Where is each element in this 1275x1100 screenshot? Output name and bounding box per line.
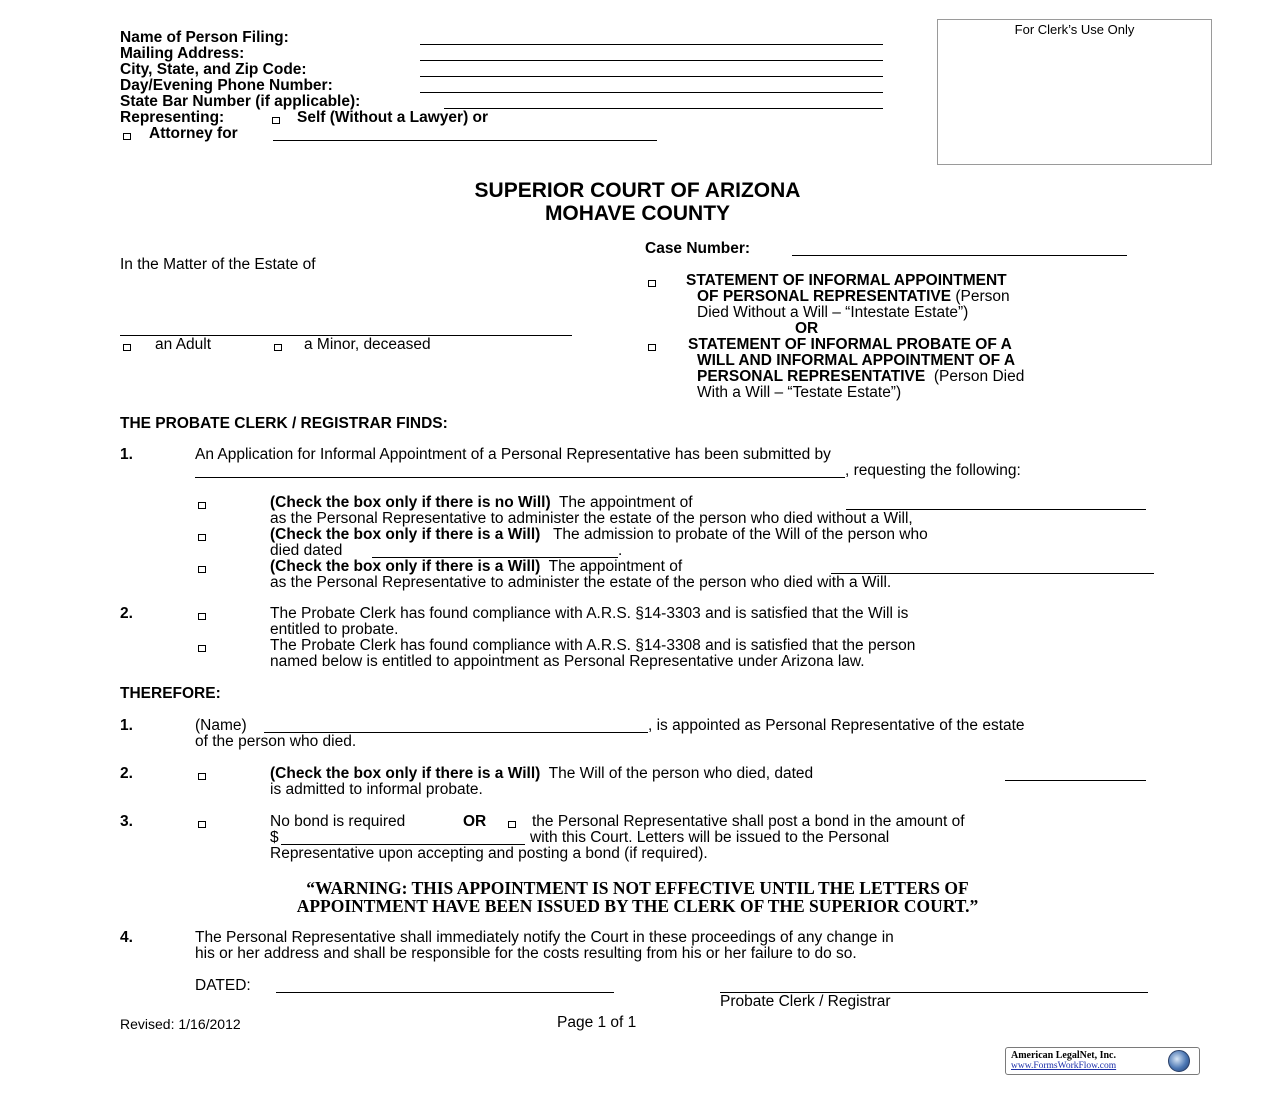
notify-text-line-1: The Personal Representative shall immediately notify the Court in these proceedings of any change in: [195, 929, 894, 946]
clerk-use-box: [937, 19, 1212, 165]
logo-company-name: American LegalNet, Inc.: [1011, 1050, 1116, 1061]
will-admission-checkbox[interactable]: [198, 534, 206, 541]
no-will-appointment-bold: (Check the box only if there is no Will): [270, 494, 551, 511]
intestate-statement-title-b: OF PERSONAL REPRESENTATIVE: [697, 288, 952, 305]
state-bar-number-label: State Bar Number (if applicable):: [120, 93, 361, 110]
attorney-for-field[interactable]: [273, 140, 657, 141]
therefore-1-name-label: (Name): [195, 717, 247, 734]
finding-1-text-b: , requesting the following:: [845, 462, 1021, 479]
will-admission-text: The admission to probate of the Will of the person who: [552, 526, 928, 543]
applicant-name-field[interactable]: [195, 477, 845, 478]
minor-label: a Minor, deceased: [304, 336, 431, 353]
finding-2-number: 2.: [120, 605, 133, 622]
therefore-1-text-b: , is appointed as Personal Representative of the estate: [648, 717, 1025, 734]
will-informal-probate-checkbox[interactable]: [198, 773, 206, 780]
no-will-appointment-line-2: as the Personal Representative to administer the estate of the person who died without a Will,: [270, 510, 913, 527]
bond-or-separator: OR: [463, 813, 487, 830]
no-will-appointment-text: The appointment of: [558, 494, 693, 511]
therefore-3-number: 3.: [120, 813, 133, 830]
compliance-3308-checkbox[interactable]: [198, 645, 206, 652]
bond-required-checkbox[interactable]: [508, 821, 516, 828]
county-name: MOHAVE COUNTY: [544, 202, 731, 225]
intestate-statement-note-b: (Person: [955, 288, 1010, 305]
name-of-person-filing-label: Name of Person Filing:: [120, 29, 289, 46]
dated-label: DATED:: [195, 977, 251, 994]
therefore-1-number: 1.: [120, 717, 133, 734]
notify-text-line-2: his or her address and shall be responsible for the costs resulting from his or her failure to do so.: [195, 945, 857, 962]
compliance-3308-line-1: The Probate Clerk has found compliance with A.R.S. §14-3308 and is satisfied that the person: [270, 637, 916, 654]
will-informal-probate-text: The Will of the person who died, dated: [548, 765, 814, 782]
warning-line-2: APPOINTMENT HAVE BEEN ISSUED BY THE CLERK OF THE SUPERIOR COURT.”: [296, 896, 979, 916]
intestate-statement-line-b: [697, 289, 1010, 305]
attorney-checkbox[interactable]: [123, 133, 131, 140]
dated-field[interactable]: [276, 992, 614, 993]
mailing-address-field[interactable]: [420, 60, 883, 61]
testate-statement-title-a: STATEMENT OF INFORMAL PROBATE OF A: [688, 336, 1012, 353]
will-admission-period: .: [618, 542, 623, 559]
testate-statement-note-c: (Person Died: [933, 368, 1025, 385]
will-informal-probate-bold: (Check the box only if there is a Will): [270, 765, 541, 782]
will-appointment-text: The appointment of: [548, 558, 683, 575]
will-appointment-line: [270, 559, 682, 575]
will-admission-line: [270, 527, 928, 543]
adult-label: an Adult: [155, 336, 212, 353]
phone-number-label: Day/Evening Phone Number:: [120, 77, 333, 94]
clerk-use-label: For Clerk’s Use Only: [1014, 22, 1135, 37]
minor-checkbox[interactable]: [274, 344, 282, 351]
therefore-1-text-c: of the person who died.: [195, 733, 357, 750]
logo-url[interactable]: www.FormsWorkFlow.com: [1011, 1061, 1117, 1071]
will-informal-probate-line-2: is admitted to informal probate.: [270, 781, 483, 798]
no-bond-checkbox[interactable]: [198, 821, 206, 828]
mailing-address-label: Mailing Address:: [120, 45, 245, 62]
finding-1-text-a: An Application for Informal Appointment of a Personal Representative has been submitted by: [195, 446, 831, 463]
bond-dollar-sign: $: [270, 829, 279, 846]
intestate-statement-note-c: Died Without a Will – “Intestate Estate”): [697, 304, 969, 321]
no-bond-label: No bond is required: [270, 813, 406, 830]
representing-label: Representing:: [120, 109, 225, 126]
revised-date: Revised: 1/16/2012: [120, 1016, 241, 1032]
will-dated-field[interactable]: [1005, 780, 1146, 781]
will-appointment-line-2: as the Personal Representative to administer the estate of the person who died with a Will.: [270, 574, 892, 591]
will-appointment-bold: (Check the box only if there is a Will): [270, 558, 541, 575]
globe-icon: [1168, 1050, 1190, 1072]
bond-court-text: with this Court. Letters will be issued to the Personal: [530, 829, 890, 846]
compliance-3303-checkbox[interactable]: [198, 613, 206, 620]
findings-heading: THE PROBATE CLERK / REGISTRAR FINDS:: [120, 415, 448, 432]
compliance-3308-line-2: named below is entitled to appointment as Personal Representative under Arizona law.: [270, 653, 865, 670]
will-admission-bold: (Check the box only if there is a Will): [270, 526, 541, 543]
or-separator: OR: [795, 320, 819, 337]
case-number-label: Case Number:: [645, 240, 751, 257]
state-bar-number-field[interactable]: [444, 108, 883, 109]
testate-statement-note-d: With a Will – “Testate Estate”): [697, 384, 902, 401]
intestate-statement-checkbox[interactable]: [648, 280, 656, 287]
self-checkbox[interactable]: [272, 117, 280, 124]
no-will-appointment-line: [270, 495, 693, 511]
will-informal-probate-line: [270, 766, 813, 782]
name-of-person-filing-field[interactable]: [420, 44, 883, 45]
adult-checkbox[interactable]: [123, 344, 131, 351]
testate-statement-title-c: PERSONAL REPRESENTATIVE: [697, 368, 926, 385]
bond-required-text: the Personal Representative shall post a bond in the amount of: [532, 813, 965, 830]
warning-line-1: “WARNING: THIS APPOINTMENT IS NOT EFFECTIVE UNTIL THE LETTERS OF: [306, 878, 969, 898]
court-name: SUPERIOR COURT OF ARIZONA: [474, 179, 801, 202]
matter-of-estate-label: In the Matter of the Estate of: [120, 256, 316, 273]
finding-1-number: 1.: [120, 446, 133, 463]
phone-number-field[interactable]: [420, 92, 883, 93]
bond-letters-text: Representative upon accepting and posting a bond (if required).: [270, 845, 708, 862]
city-state-zip-label: City, State, and Zip Code:: [120, 61, 307, 78]
will-admission-line-2: died dated: [270, 542, 343, 559]
compliance-3303-line-1: The Probate Clerk has found compliance with A.R.S. §14-3303 and is satisfied that the Will is: [270, 605, 909, 622]
testate-statement-title-b: WILL AND INFORMAL APPOINTMENT OF A: [697, 352, 1016, 369]
attorney-for-label: Attorney for: [149, 125, 238, 142]
page-number: Page 1 of 1: [557, 1014, 637, 1031]
therefore-heading: THEREFORE:: [120, 685, 221, 702]
compliance-3303-line-2: entitled to probate.: [270, 621, 399, 638]
self-label: Self (Without a Lawyer) or: [297, 109, 489, 126]
testate-statement-checkbox[interactable]: [648, 344, 656, 351]
item-4-number: 4.: [120, 929, 133, 946]
registrar-label: Probate Clerk / Registrar: [720, 993, 891, 1010]
will-appointment-checkbox[interactable]: [198, 566, 206, 573]
therefore-2-number: 2.: [120, 765, 133, 782]
testate-statement-line-c: [697, 369, 1024, 385]
city-state-zip-field[interactable]: [420, 76, 883, 77]
american-legalnet-logo[interactable]: [1005, 1047, 1200, 1075]
case-number-field[interactable]: [792, 255, 1127, 256]
no-will-appointment-checkbox[interactable]: [198, 502, 206, 509]
intestate-statement-title-a: STATEMENT OF INFORMAL APPOINTMENT: [686, 272, 1007, 289]
